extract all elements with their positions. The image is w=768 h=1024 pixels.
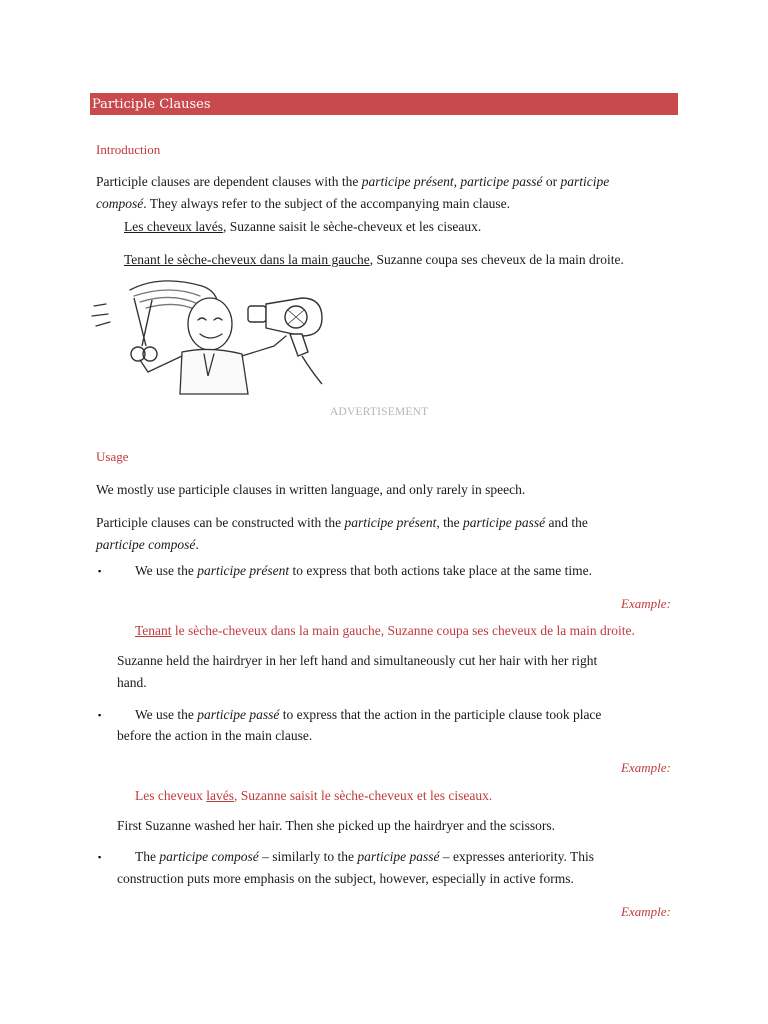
bullet-1-translation-line1: Suzanne held the hairdryer in her left hand and simultaneously cut her hair with her right — [117, 653, 598, 668]
bullet-1-translation-line2: hand. — [117, 675, 147, 690]
usage-paragraph-2-line1: Participle clauses can be constructed with the participe présent, the participe passé and the — [96, 515, 588, 530]
bullet-marker: ▪ — [98, 852, 102, 862]
intro-example-2: Tenant le sèche-cheveux dans la main gauche, Suzanne coupa ses cheveux de la main droite. — [124, 252, 624, 267]
hairdresser-illustration — [90, 276, 330, 398]
example-label: Example: — [621, 760, 671, 775]
bullet-marker: ▪ — [98, 566, 102, 576]
bullet-2-translation: First Suzanne washed her hair. Then she picked up the hairdryer and the scissors. — [117, 818, 556, 833]
example-label: Example: — [621, 596, 671, 611]
bullet-2-text-line1: We use the participe passé to express that the action in the participle clause took place — [135, 707, 602, 722]
intro-heading: Introduction — [96, 142, 161, 157]
title-banner — [90, 93, 678, 115]
bullet-1-example: Tenant le sèche-cheveux dans la main gauche, Suzanne coupa ses cheveux de la main droite. — [135, 623, 635, 638]
usage-heading: Usage — [96, 449, 129, 464]
usage-paragraph-1: We mostly use participle clauses in written language, and only rarely in speech. — [96, 482, 526, 497]
bullet-2-example: Les cheveux lavés, Suzanne saisit le sèche-cheveux et les ciseaux. — [135, 788, 493, 803]
intro-paragraph-line2: composé. They always refer to the subject of the accompanying main clause. — [96, 196, 510, 211]
scissors-icon — [131, 298, 157, 361]
advertisement-label: ADVERTISEMENT — [330, 406, 429, 418]
intro-paragraph-line1: Participle clauses are dependent clauses with the participe présent, participe passé or participe — [96, 174, 610, 189]
bullet-2-text-line2: before the action in the main clause. — [117, 728, 313, 743]
bullet-marker: ▪ — [98, 710, 102, 720]
page-title: Participle Clauses — [92, 97, 211, 112]
bullet-1-text: We use the participe présent to express that both actions take place at the same time. — [135, 563, 593, 578]
intro-example-1: Les cheveux lavés, Suzanne saisit le sèche-cheveux et les ciseaux. — [124, 219, 482, 234]
hairdryer-icon — [248, 298, 322, 384]
bullet-3-text-line2: construction puts more emphasis on the subject, however, especially in active forms. — [117, 871, 574, 886]
usage-paragraph-2-line2: participe composé. — [96, 537, 199, 552]
example-label: Example: — [621, 904, 671, 919]
bullet-3-text-line1: The participe composé – similarly to the participe passé – expresses anteriority. This — [135, 849, 594, 864]
